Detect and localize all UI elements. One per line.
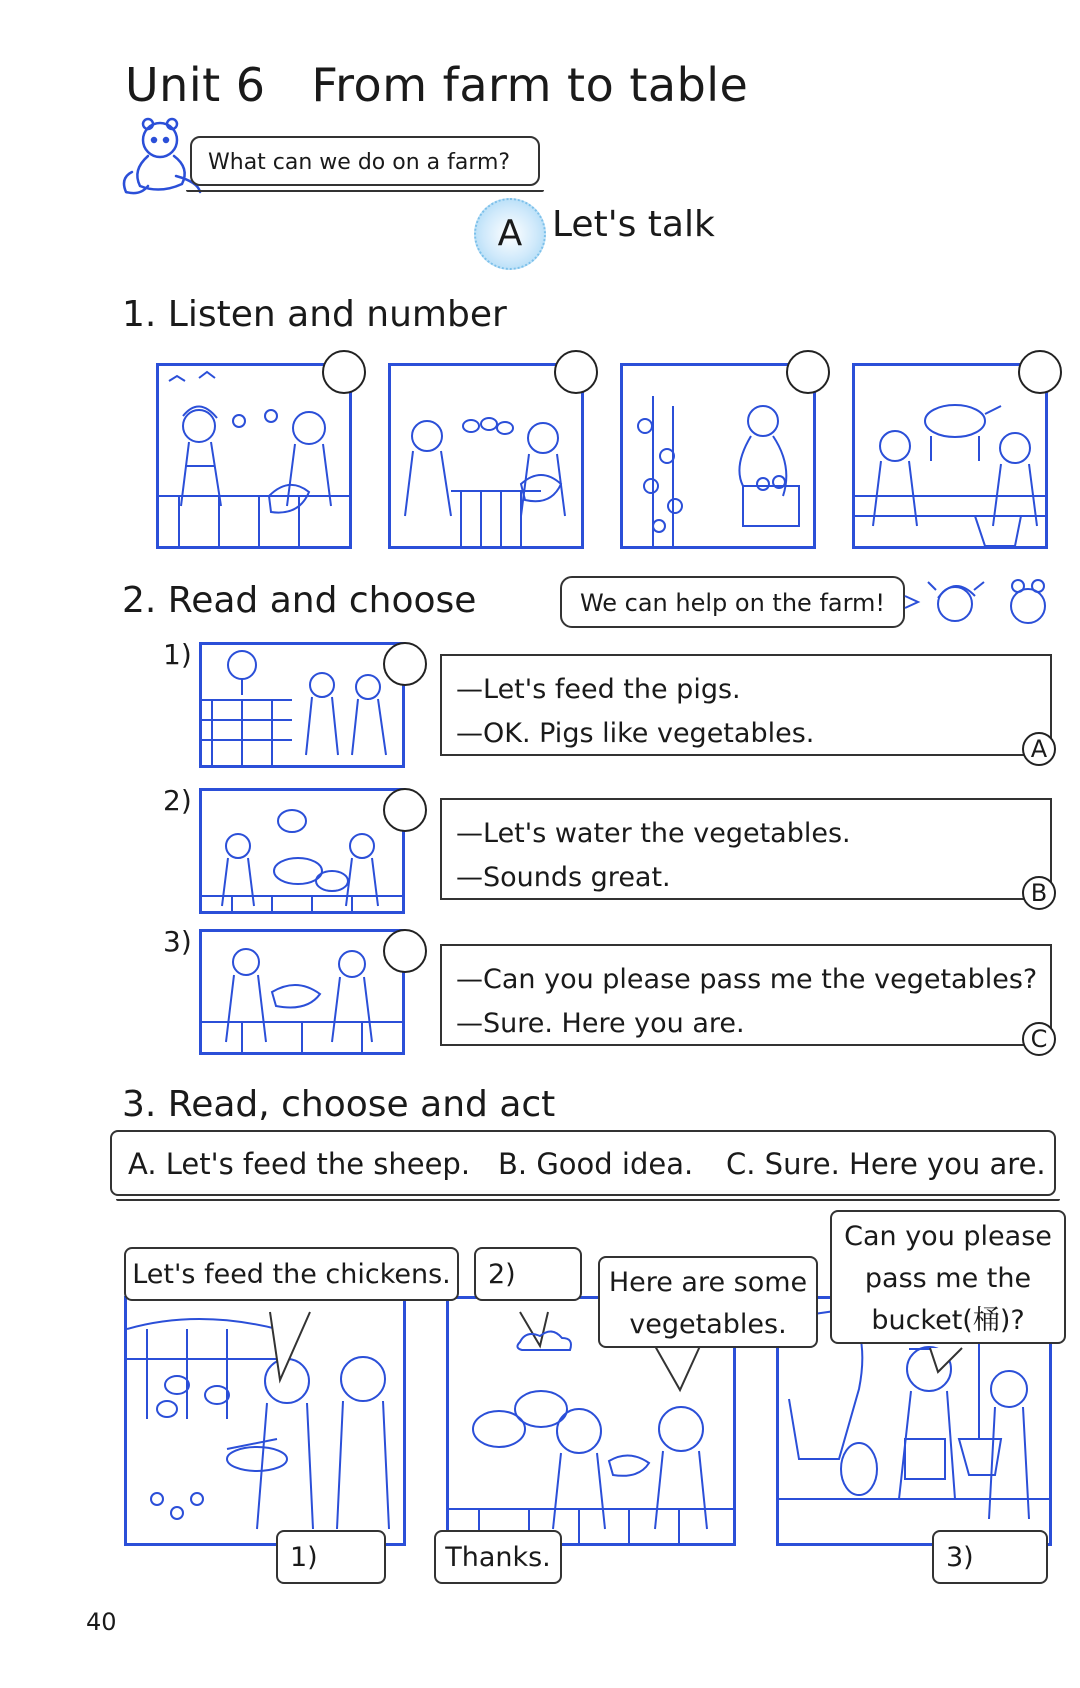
question-text: What can we do on a farm? xyxy=(208,150,511,175)
blank-1-label: 1) xyxy=(290,1542,318,1573)
part-title: Let's talk xyxy=(552,204,715,245)
bucket-line3: bucket(桶)? xyxy=(871,1305,1025,1336)
girl-boy-chickens-illustration xyxy=(159,366,349,546)
section1-title: 1. Listen and number xyxy=(122,294,507,335)
question-box xyxy=(190,136,540,186)
answer-circle-3[interactable] xyxy=(786,350,830,394)
answer-circle-2[interactable] xyxy=(554,350,598,394)
bubble-blank-1[interactable] xyxy=(276,1530,386,1584)
option-b: B. Good idea. xyxy=(498,1147,694,1181)
bucket-line1: Can you please xyxy=(844,1221,1052,1252)
listen-picture-1 xyxy=(156,363,352,549)
dialog-b-line2: —Sounds great. xyxy=(456,862,671,893)
speech-bubble-help xyxy=(560,576,905,628)
section3-title: 3. Read, choose and act xyxy=(122,1084,556,1125)
unit-heading xyxy=(125,58,748,112)
blank-2-label: 2) xyxy=(488,1259,516,1290)
item-number-2: 2) xyxy=(163,784,192,817)
girl-boy-ducks-illustration xyxy=(391,366,581,546)
bubble-thanks: Thanks. xyxy=(434,1530,562,1584)
options-box xyxy=(110,1130,1056,1196)
dialog-b-line1: —Let's water the vegetables. xyxy=(456,818,851,849)
bubble-pass-bucket xyxy=(830,1210,1066,1344)
option-a: A. Let's feed the sheep. xyxy=(128,1147,471,1181)
option-c: C. Sure. Here you are. xyxy=(726,1147,1046,1181)
boy-tomato-box-illustration xyxy=(623,366,813,546)
dialog-box-a xyxy=(440,654,1052,756)
girl-boy-cow-illustration xyxy=(855,366,1045,546)
item-number-3: 3) xyxy=(163,925,192,958)
comic-panel-1 xyxy=(124,1296,406,1546)
unit-number: Unit 6 xyxy=(125,58,266,112)
letter-circle-a: A xyxy=(1022,732,1056,766)
answer-circle-5[interactable] xyxy=(383,642,427,686)
dialog-box-c xyxy=(440,944,1052,1046)
item-number-1: 1) xyxy=(163,638,192,671)
part-badge xyxy=(474,198,546,270)
answer-circle-1[interactable] xyxy=(322,350,366,394)
page-number: 40 xyxy=(86,1608,117,1636)
section2-title: 2. Read and choose xyxy=(122,580,477,621)
answer-circle-7[interactable] xyxy=(383,929,427,973)
pass-vegetables-illustration xyxy=(202,932,402,1052)
vegetable-garden-illustration xyxy=(202,645,402,765)
dialog-c-line2: —Sure. Here you are. xyxy=(456,1008,745,1039)
bubble-blank-3[interactable] xyxy=(932,1530,1048,1584)
bubble-feed-chickens: Let's feed the chickens. xyxy=(124,1247,459,1301)
speech-text: We can help on the farm! xyxy=(579,589,886,617)
read-picture-1 xyxy=(199,642,405,768)
answer-circle-4[interactable] xyxy=(1018,350,1062,394)
boy-feeding-chickens-illustration xyxy=(127,1299,403,1543)
dialog-a-line1: —Let's feed the pigs. xyxy=(456,674,741,705)
two-girls-icon xyxy=(905,580,1045,623)
bubble-here-vegetables xyxy=(598,1256,818,1348)
pig-pen-illustration xyxy=(202,791,402,911)
listen-picture-4 xyxy=(852,363,1048,549)
blank-3-label: 3) xyxy=(946,1542,974,1573)
part-letter: A xyxy=(497,213,523,254)
read-picture-2 xyxy=(199,788,405,914)
bear-mascot-icon xyxy=(124,119,200,193)
answer-circle-6[interactable] xyxy=(383,788,427,832)
dialog-a-line2: —OK. Pigs like vegetables. xyxy=(456,718,815,749)
vegetables-line1: Here are some xyxy=(608,1267,808,1298)
bucket-line2: pass me the xyxy=(864,1263,1032,1294)
letter-circle-c: C xyxy=(1022,1022,1056,1056)
dialog-c-line1: —Can you please pass me the vegetables? xyxy=(456,964,1038,995)
listen-picture-2 xyxy=(388,363,584,549)
vegetables-line2: vegetables. xyxy=(629,1309,787,1340)
read-picture-3 xyxy=(199,929,405,1055)
bubble-blank-2[interactable] xyxy=(474,1247,582,1301)
letter-circle-b: B xyxy=(1022,876,1056,910)
listen-picture-3 xyxy=(620,363,816,549)
unit-title: From farm to table xyxy=(311,58,749,112)
dialog-box-b xyxy=(440,798,1052,900)
